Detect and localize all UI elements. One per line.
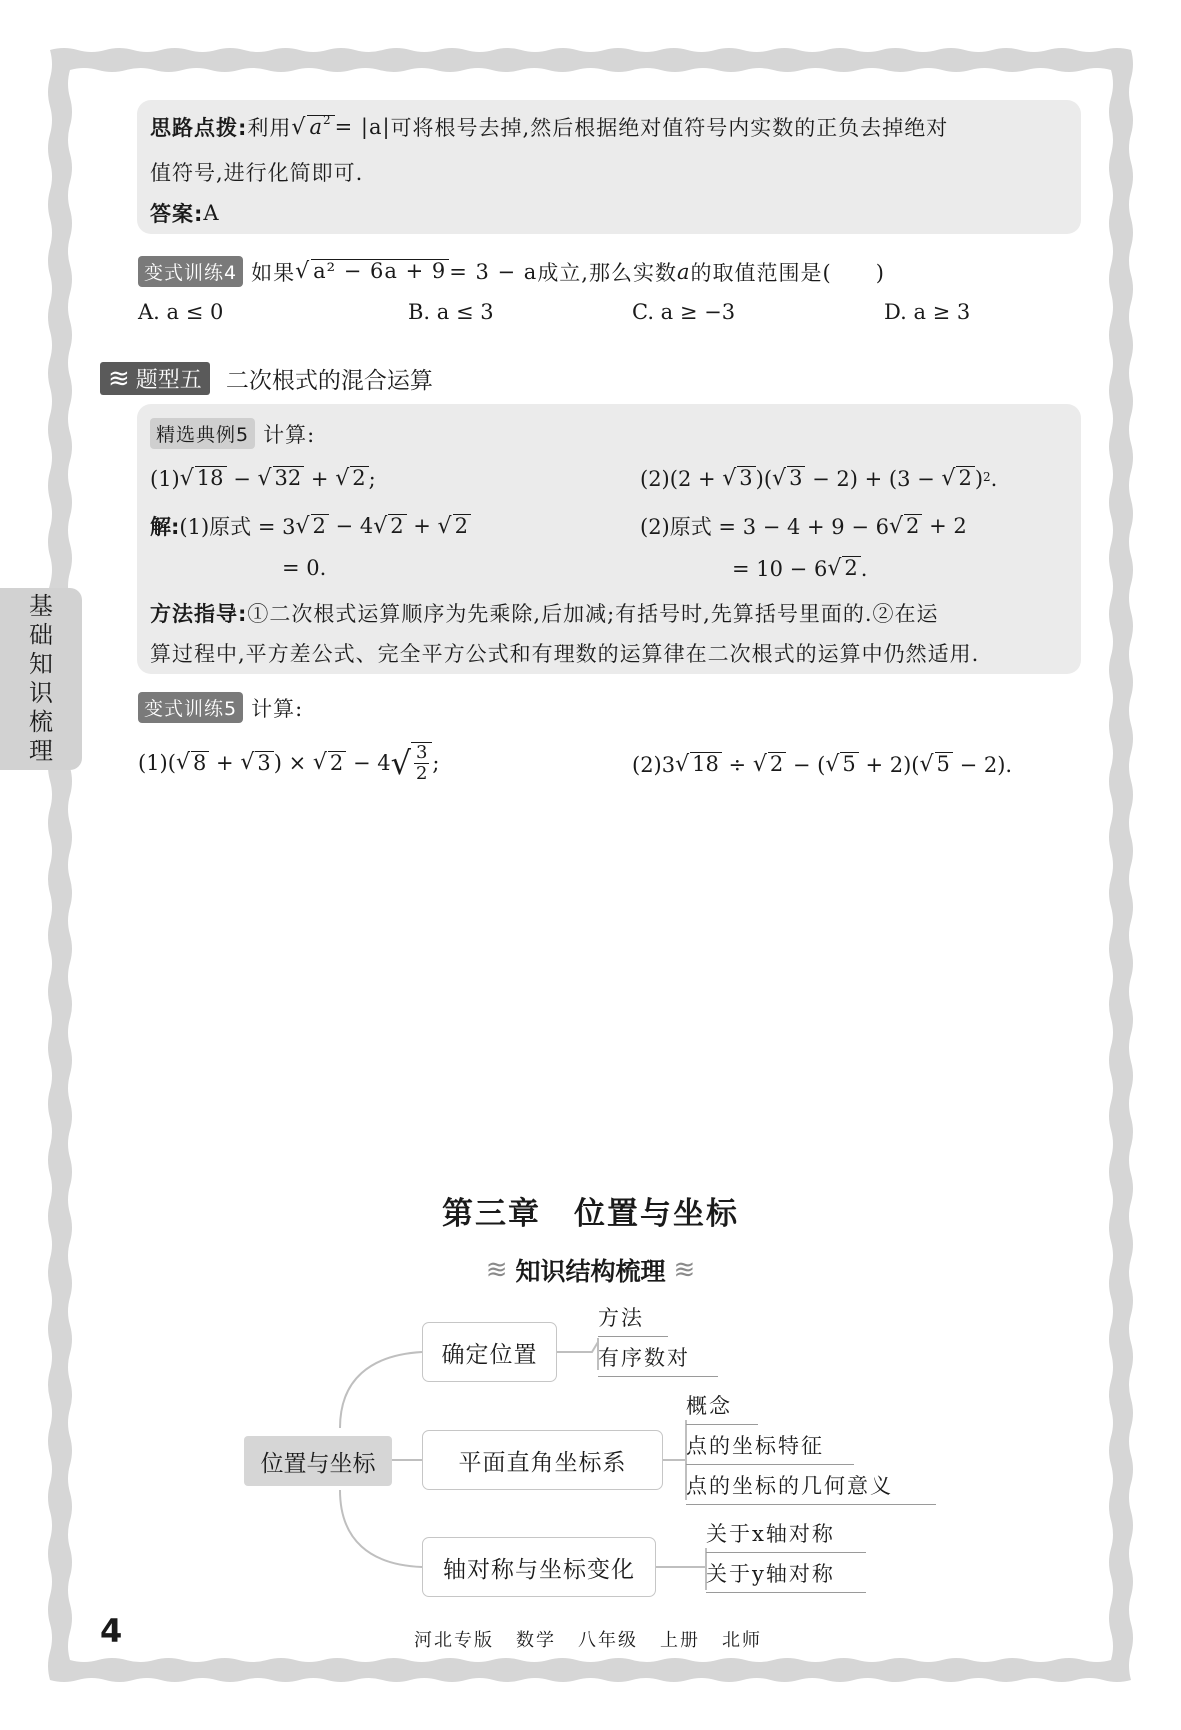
exercise4-lead: 如果: [251, 260, 296, 285]
wave-icon: ≋: [485, 1255, 508, 1285]
exercise5-task: 计算:: [251, 696, 304, 721]
exercise4-var: a: [677, 259, 691, 284]
problem-number: (2): [640, 466, 670, 491]
footer-item: 数学: [516, 1630, 556, 1651]
mindmap-leaf: 点的坐标特征: [686, 1430, 854, 1465]
exercise4-radicand: a² − 6a + 9: [311, 259, 449, 283]
exercise4-option-b: B. a ≤ 3: [408, 300, 494, 324]
exercise4-rest: = 3 − a: [449, 259, 538, 284]
example5-task: 计算:: [263, 422, 316, 447]
exercise5-problem-1: (1) ( √ 8 + √ 3 ) × √ 2 − 4 √ $\frac{3}{2}$ ;: [138, 742, 440, 784]
method-text-b: 算过程中,平方差公式、完全平方公式和有理数的运算律在二次根式的运算中仍然适用.: [150, 642, 980, 666]
mindmap-leaf: 有序数对: [598, 1342, 718, 1377]
footer-item: 北师: [722, 1630, 762, 1651]
hint-label: 思路点拨:: [150, 116, 248, 140]
exercise4-question: 变式训练4 如果 √ a² − 6a + 9 = 3 − a 成立,那么实数 a 的取值范围是( ): [138, 256, 885, 287]
example5-result-2: = 10 − 6 √ 2 .: [732, 556, 868, 581]
example5-solution-1: 解: (1)原式 = 3 √ 2 − 4 √ 2 + √ 2: [150, 511, 471, 541]
hint-eq: = |a|: [334, 115, 391, 139]
mindmap-branch: 确定位置: [422, 1322, 557, 1382]
mindmap-leaf: 点的坐标的几何意义: [686, 1470, 936, 1505]
subtitle-text: 知识结构梳理: [515, 1257, 666, 1286]
mindmap-leaf: 概念: [686, 1390, 758, 1425]
section5-title: 二次根式的混合运算: [225, 368, 433, 394]
example5-problem-1: (1) √ 18 − √ 32 + √ 2 ;: [150, 466, 376, 491]
exercise5-tag: 变式训练5: [138, 692, 243, 723]
wave-icon: ≋: [108, 363, 130, 394]
footer-item: 八年级: [578, 1630, 638, 1651]
mindmap-leaf: 方法: [598, 1302, 668, 1337]
mindmap-branch: 轴对称与坐标变化: [422, 1537, 656, 1597]
solution-label: 解:: [150, 515, 180, 539]
exercise4-option-c: C. a ≥ −3: [632, 300, 736, 324]
solution-2-start: (2)原式 = 3 − 4 + 9 − 6: [640, 515, 889, 539]
method-text-a: ①二次根式运算顺序为先乘除,后加减;有括号时,先算括号里面的.②在运: [247, 602, 939, 626]
method-label: 方法指导:: [150, 602, 248, 626]
side-tab-char: 知: [29, 650, 53, 678]
exercise4-tag: 变式训练4: [138, 256, 243, 287]
problem-number: (1): [150, 466, 180, 491]
answer-label: 答案:: [150, 202, 204, 226]
exercise4-option-d: D. a ≥ 3: [884, 300, 971, 324]
chapter-title: 第三章 位置与坐标: [442, 1196, 739, 1232]
hint-text-a: 利用: [247, 116, 292, 140]
hint-text-c: 值符号,进行化简即可.: [150, 161, 364, 185]
problem-number: (2)3: [632, 752, 676, 777]
side-tab-char: 识: [29, 679, 53, 707]
footer-item: 河北专版: [414, 1630, 494, 1651]
side-tab-char: 梳: [29, 708, 53, 736]
hint-radicand: a: [309, 114, 323, 139]
side-tab-char: 础: [29, 621, 53, 649]
exercise5-problem-2: (2)3 √ 18 ÷ √ 2 − ( √ 5 + 2)( √ 5 − 2).: [632, 752, 1013, 777]
mindmap-root: 位置与坐标: [244, 1436, 392, 1486]
example5-tag: 精选典例5: [150, 418, 255, 449]
side-tab-char: 理: [29, 737, 53, 765]
wave-icon: ≋: [673, 1255, 696, 1285]
solution-1-start: (1)原式 = 3: [179, 515, 296, 539]
example5-solution-2: (2)原式 = 3 − 4 + 9 − 6 √ 2 + 2: [640, 511, 967, 541]
exercise4-end: 的取值范围是( ): [690, 260, 885, 285]
footer-item: 上册: [660, 1630, 700, 1651]
result-2-start: = 10 − 6: [732, 556, 828, 581]
side-tab-char: 基: [29, 592, 53, 620]
problem-number: (1): [138, 750, 168, 775]
exercise4-tail: 成立,那么实数: [537, 260, 677, 285]
hint-line-1: 思路点拨: 利用 √ $a^2$ = |a| 可将根号去掉,然后根据绝对值符号内实数的正负去掉绝对: [150, 112, 949, 140]
answer-value: A: [203, 201, 220, 225]
mindmap-branch: 平面直角坐标系: [422, 1430, 663, 1490]
footer-info: [414, 1626, 762, 1652]
section5-tag: 题型五: [135, 368, 202, 393]
page-number: 4: [100, 1612, 123, 1650]
mindmap-leaf: 关于x轴对称: [706, 1518, 866, 1553]
hint-text-b: 可将根号去掉,然后根据绝对值符号内实数的正负去掉绝对: [390, 116, 949, 140]
exercise4-option-a: A. a ≤ 0: [138, 300, 224, 324]
example5-problem-2: (2) (2 + √ 3 )( √ 3 − 2) + (3 − √ 2 ) $^2$ .: [640, 466, 998, 491]
mindmap-leaf: 关于y轴对称: [706, 1558, 866, 1593]
example5-result-1: = 0.: [282, 556, 327, 580]
